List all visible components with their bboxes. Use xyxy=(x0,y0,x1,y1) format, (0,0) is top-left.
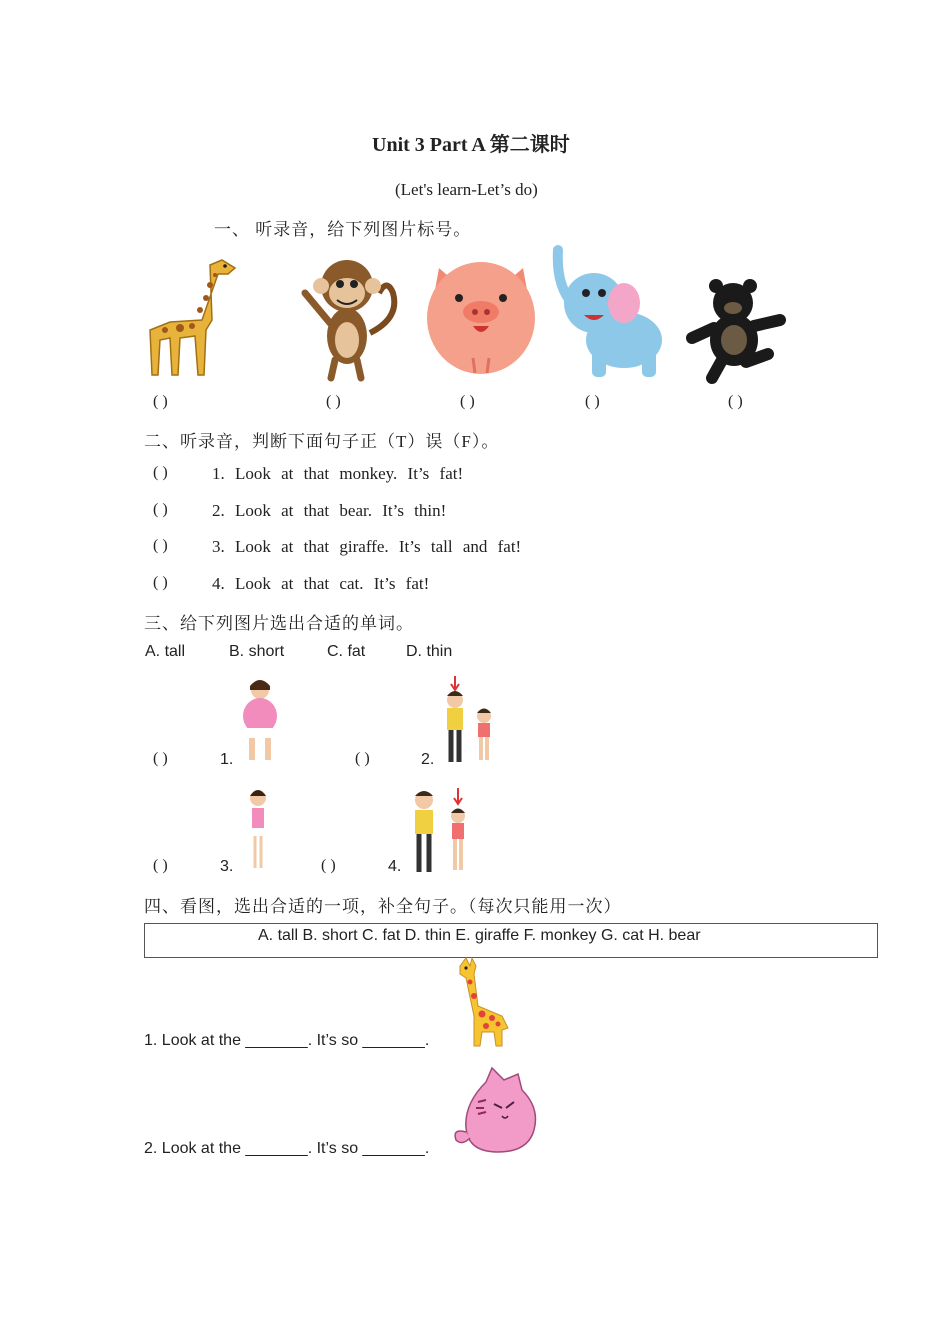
picture-word-blank-4[interactable]: ( ) xyxy=(321,857,336,874)
tf-sentence-1: 1. Look at that monkey. It’s fat! xyxy=(212,464,464,483)
picture-blank-2[interactable]: ( ) xyxy=(326,393,341,410)
tf-blank-3[interactable]: ( ) xyxy=(153,537,168,554)
cartoon-cat-icon xyxy=(452,1068,544,1154)
short-girl-icon xyxy=(408,786,474,874)
page-title: Unit 3 Part A 第二课时 xyxy=(372,134,570,156)
fill-sentence-1: 1. Look at the _______. It’s so _______. xyxy=(144,1032,430,1049)
elephant-icon xyxy=(552,245,667,383)
word-option-a: A. tall xyxy=(145,643,186,660)
section1-heading: 一、 听录音，给下列图片标号。 xyxy=(214,220,472,239)
giraffe-icon xyxy=(140,250,240,380)
tf-blank-4[interactable]: ( ) xyxy=(153,574,168,591)
tf-sentence-4: 4. Look at that cat. It’s fat! xyxy=(212,574,430,593)
bear-icon xyxy=(688,278,786,383)
picture-word-blank-2[interactable]: ( ) xyxy=(355,750,370,767)
section4-heading: 四、看图，选出合适的一项，补全句子。（每次只能用一次） xyxy=(144,897,622,916)
tf-sentence-2: 2. Look at that bear. It’s thin! xyxy=(212,501,447,520)
word-option-c: C. fat xyxy=(327,643,366,660)
picture-blank-4[interactable]: ( ) xyxy=(585,393,600,410)
picture-word-num-3: 3. xyxy=(220,858,234,875)
picture-word-num-4: 4. xyxy=(388,858,402,875)
tall-boy-icon xyxy=(440,676,500,766)
word-option-d: D. thin xyxy=(406,643,453,660)
picture-blank-5[interactable]: ( ) xyxy=(728,393,743,410)
cartoon-giraffe-icon xyxy=(452,956,516,1048)
thin-girl-icon xyxy=(244,786,274,872)
picture-word-num-1: 1. xyxy=(220,751,234,768)
picture-word-num-2: 2. xyxy=(421,751,435,768)
word-option-b: B. short xyxy=(229,643,285,660)
fat-girl-icon xyxy=(240,678,280,764)
tf-sentence-3: 3. Look at that giraffe. It’s tall and fat! xyxy=(212,537,522,556)
picture-blank-3[interactable]: ( ) xyxy=(460,393,475,410)
page-subtitle: (Let's learn-Let’s do) xyxy=(395,180,538,199)
fill-sentence-2: 2. Look at the _______. It’s so _______. xyxy=(144,1140,430,1157)
monkey-icon xyxy=(295,248,405,383)
tf-blank-2[interactable]: ( ) xyxy=(153,501,168,518)
pig-icon xyxy=(425,258,537,380)
picture-blank-1[interactable]: ( ) xyxy=(153,393,168,410)
section3-heading: 三、给下列图片选出合适的单词。 xyxy=(144,614,414,633)
picture-word-blank-1[interactable]: ( ) xyxy=(153,750,168,767)
tf-blank-1[interactable]: ( ) xyxy=(153,464,168,481)
word-bank: A. tall B. short C. fat D. thin E. giraffe F. monkey G. cat H. bear xyxy=(258,927,701,944)
section2-heading: 二、听录音，判断下面句子正（T）误（F）。 xyxy=(144,432,500,451)
picture-word-blank-3[interactable]: ( ) xyxy=(153,857,168,874)
